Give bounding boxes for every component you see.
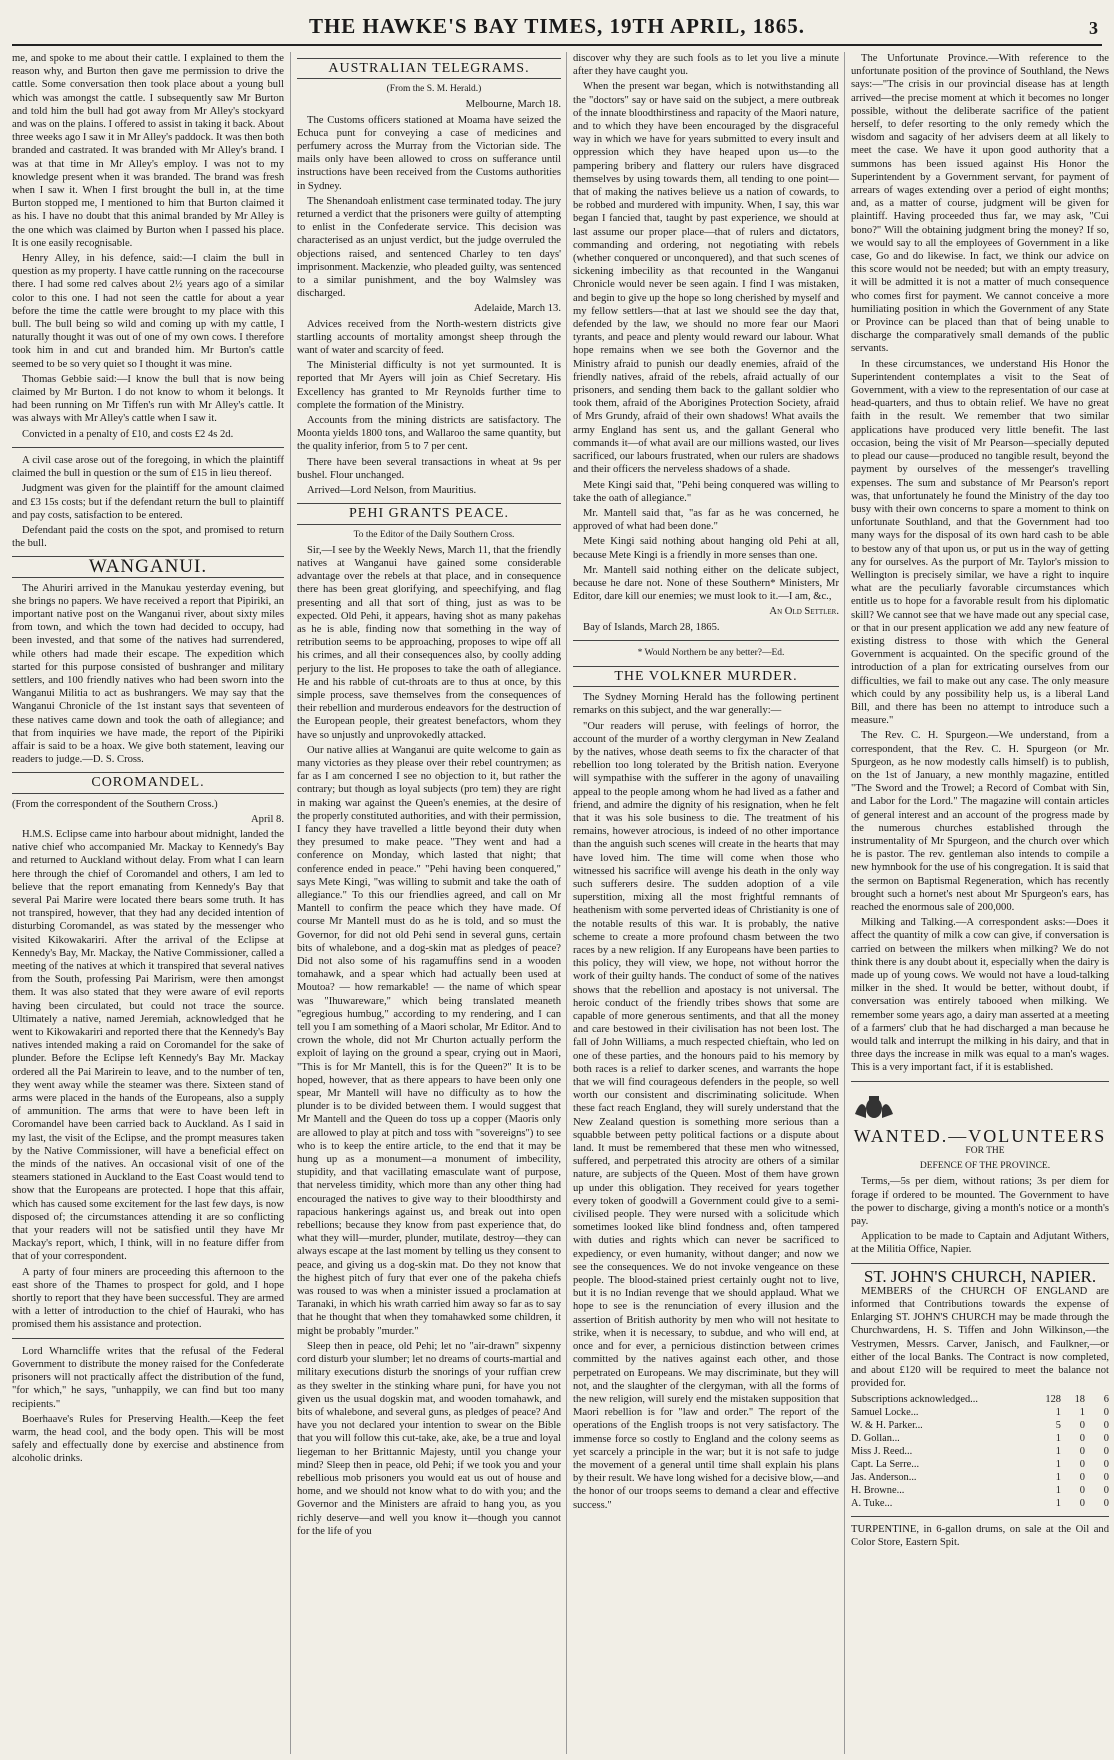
subscriber-name: A. Tuke...: [851, 1497, 893, 1509]
article-dateline: April 8.: [251, 813, 284, 825]
pounds: 1: [1055, 1497, 1061, 1509]
pence: 0: [1103, 1432, 1109, 1444]
pence: 0: [1103, 1458, 1109, 1470]
article-paragraph: discover why they are such fools as to let you live a minute after they have caught you.: [573, 53, 839, 78]
pounds: 1: [1055, 1445, 1061, 1457]
divider: [851, 1516, 1109, 1517]
pounds: 1: [1055, 1458, 1061, 1470]
article-paragraph: Mete Kingi said that, "Pehi being conquered was willing to take the oath of allegiance.": [573, 479, 839, 504]
section-heading-telegrams: AUSTRALIAN TELEGRAMS.: [297, 58, 561, 79]
subscription-row: [851, 1432, 1109, 1445]
subscription-row: [851, 1484, 1109, 1497]
newspaper-title: THE HAWKE'S BAY TIMES, 19TH APRIL, 1865.: [308, 14, 806, 38]
article-paragraph: The Sydney Morning Herald has the following pertinent remarks on this subject, and the war generally:—: [573, 692, 839, 717]
section-heading-coromandel: COROMANDEL.: [12, 772, 284, 793]
pence: 0: [1103, 1471, 1109, 1483]
letter-signature: An Old Settler.: [769, 606, 839, 618]
masthead: [12, 14, 1102, 44]
footnote: * Would Northern be any better?—Ed.: [637, 647, 785, 658]
column-4: [844, 52, 1109, 1754]
divider: [12, 1338, 284, 1339]
article-paragraph: H.M.S. Eclipse came into harbour about midnight, landed the native chief who accompanied Mr. Mackay to Kennedy's Bay and returned to Auckland without delay. From what I can learn here through the chief of Coromandel and others, I am led to believe that the report emanating from Kennedy's Bay that several Pai Marire were located there bears some truth. It has not transpired, however, that they had any decided intention of disturbing Coromandel, as was stated by the messenger who visited Kikowakariri. After the arrival of the Eclipse at Kennedy's Bay, Mr. Mackay, the Native Commissioner, called a meeting of the natives at which it transpired that several natives from the South, professing Pai Marirism, were then amongst them. It was also stated that they were aware of evil reports having been circulated, but could not trace the source. Ultimately a native, named Jeremiah, acknowledged that he went to Kikowakariri and reported there that the Kennedy's Bay natives intended making a raid on Coromandel for the sake of plunder. Before the Eclipse left Kennedy's Bay Mr. Mackay ordered all the Pai Marirein to leave, and to the number of ten, they went away while the steamer was there. Sixteen stand of arms were placed in the hands of the Europeans, also a supply of ammunition. The arms that were to have been left in Coromandel have been carried back to Auckland. As I said in my last, the visit of the Eclipse, and the prompt measures taken by the Native Commissioner, will have a beneficial effect on the minds of the natives. An occasional visit of one of the steamers stationed in Auckland to the East Coast would tend to show that the Europeans are protected. I hope that this affair, which has caused some excitement for the last few days, is now disposed of; the circumstances attending it are so conflicting that your readers will not be satisfied until they have Mr Mackay's report, which, I think, will in no feature differ from that of your correspondent.: [12, 828, 284, 1263]
subscriber-name: W. & H. Parker...: [851, 1419, 923, 1431]
columns: [12, 52, 1109, 1754]
shillings: 0: [1079, 1471, 1085, 1483]
masthead-rule: [12, 44, 1102, 46]
article-paragraph: "Our readers will peruse, with feelings of horror, the account of the murder of a worthy clergyman in New Zealand by the natives, whose death seems to fix the character of that rebellion too long tolerated by the British nation. Everyone will sympathise with the sufferer in the agony of unavailing appeal to the people among whom he had lived as a father and friend, and admire the dignity of his resignation, when he felt that it was his sole business to die. The treatment of his remains, however atrocious, is indeed of no other importance than the anguish such scenes will create in the hearts that may have loved him. The time will come when those who witnessed his sacrifice will avenge his death in the only way such sufferers desire. The sudden adoption of a vile superstition, mixing all the most frightful remnants of heathenism with some perverted ideas of Christianity is one of the notable results of this war. It is probably, the native scheme to create a more profound chasm between the two races by a new religion. If any Europeans have been parties to this policy, they will view, we hope, not without horror the work of their guilty hands. The conduct of some of the natives shows that the rebellion and apostacy is not universal. The heroic conduct of the friendly tribes shows that some are capable of more generous sentiments, and that all the money and care bestowed in their civilisation has not been lost. The fall of John Williams, a much respected chieftain, who led on one of these parties, and the honours paid to his memory by both races is a relief to darker scenes, and warrants the hope that we will find courageous defenders in the people, so well worth our consistent and discriminating solicitude. When these fact reach England, they will surely understand that the New Zealand question is something more serious than a squabble between petty political factions or a dispute about land. It must be remembered that these men who witnessed, suffered, and perpetrated this atrocity are others of a similar nature, are subjects of the Queen. Most of them have grown up under this obligation. They received for years together every token of goodwill a Government could give to a semi-civilised people. They were nursed with a solicitude which sometimes looked like blind fondness and, often tampered with duties and rights which can never be sacrificed to expediency, or even humanity, without danger; and now we see the consequences. We do not invoke vengeance on these people. The blood-stained priest certainly ought not to live, but it is no Indian revenge that we should applaud. What we hope to see is the renunciation of every illusion and the assertion of British authority by men who will not hesitate to strike, when it is necessary, to subdue, and who will end, at once and for ever, a pernicious distinction between crimes committed by the natives against each other, and those perpetrated on Europeans. We may discriminate, but they will not, and the slaughter of the clergyman, with all the forms of the new religion, will surely end the mistaken supposition that Maori rebellion is for "law and order." The report of the operations of the English troops is not very satisfactory. The immense force so costly to England and the colony seems as yet scarcely a principle in the war; but it is not safe to judge the movement of a general until time shall explain his plans by their result. We have long wished for a decisive blow,—and the honor of our troops seems to demand a clear and effective success.": [573, 720, 839, 1511]
section-heading-wanganui: WANGANUI.: [12, 556, 284, 577]
section-heading-pehi: PEHI GRANTS PEACE.: [297, 503, 561, 524]
article-paragraph: Milking and Talking.—A correspondent asks:—Does it affect the quantity of milk a cow can give, if conversation is carried on between the milkers when milking? We do not think there is any doubt about it, especially when the dairy is made up of young cows. We would not have a loud-talking milker in the shed. It would be better, without doubt, if conversation was entirely tabooed when milking. We remember some years ago, a dairy man asserted at a meeting of a farmers' club that he had discharged a man because he would talk and interrupt the milking in his dairy, and that in three days the increase in milk was equal to a man's wages. This is a very important fact, if it is established.: [851, 917, 1109, 1074]
subscription-row: [851, 1419, 1109, 1432]
divider: [851, 1081, 1109, 1082]
article-paragraph: The Ministerial difficulty is not yet surmounted. It is reported that Mr Ayers will join as Chief Secretary. His Excellency has granted to Mr Reynolds further time to complete the formation of the Ministry.: [297, 360, 561, 411]
advert-turpentine: TURPENTINE, in 6-gallon drums, on sale at the Oil and Color Store, Eastern Spit.: [851, 1523, 1109, 1548]
subscriber-name: Capt. La Serre...: [851, 1458, 920, 1470]
subscription-row: [851, 1445, 1109, 1458]
advert-paragraph: MEMBERS of the CHURCH OF ENGLAND are informed that Contributions towards the expense of Enlarging ST. JOHN'S CHURCH may be made through the Churchwardens, H. S. Tiffen and John Wilkinson,—the Vestrymen, Messrs. Carver, Janisch, and Faulkner,—or either of the local Banks. The Contract is now completed, and about £120 will be required to meet the balance not provided for.: [851, 1285, 1109, 1390]
article-dateline: Adelaide, March 13.: [473, 303, 561, 315]
article-paragraph: A party of four miners are proceeding this afternoon to the east shore of the Thames to prospect for gold, and I hope shortly to report that they have been successful. They are armed with a letter of introduction to the chief of Hauraki, who has promised them his assistance and protection.: [12, 1266, 284, 1331]
pounds: 1: [1055, 1432, 1061, 1444]
shillings: 0: [1079, 1419, 1085, 1431]
pence: 0: [1103, 1445, 1109, 1457]
article-paragraph: Sir,—I see by the Weekly News, March 11, that the friendly natives at Wanganui have gained some considerable advantage over the rebels at that place, and in consequence there has been great glorifying, and speechifying, and flag presenting and all that sort of thing, just as was to be expected. Old Pehi, it appears, having shot as many pakehas as he is able, finding now that something in the way of retribution seems to be approaching, proposes to wipe off all his crimes, and all their consequences also, by coolly adding perjury to the list. He proposes to take the oath of allegiance. He and his rabble of cut-throats are to thus at once, by this simple process, save themselves from the consequences of their rebellion and murderous endeavors for the destruction of the European people, their greatest benefactors, whom they have so unjustly and unprovokedly attacked.: [297, 544, 561, 741]
shillings: 0: [1079, 1458, 1085, 1470]
subscriber-name: Jas. Anderson...: [851, 1471, 917, 1483]
page-number: 3: [1089, 18, 1098, 38]
article-dateline: Melbourne, March 18.: [465, 99, 561, 111]
pounds: 1: [1055, 1484, 1061, 1496]
article-paragraph: Defendant paid the costs on the spot, and promised to return the bull.: [12, 524, 284, 550]
article-paragraph: Boerhaave's Rules for Preserving Health.—Keep the feet warm, the head cool, and the body open. This will be most safely and effectually done by exercise and abstinence from alcoholic drinks.: [12, 1413, 284, 1465]
pounds: 1: [1055, 1471, 1061, 1483]
pounds: 1: [1055, 1406, 1061, 1418]
article-paragraph: Sleep then in peace, old Pehi; let no "air-drawn" sixpenny cord disturb your slumber; let no dreams of courts-martial and military executions disturb the snorings of your ruffian crew as they swelter in the stinking whare puni, for have you not given us the usual dogskin mat, and wooden tomahawk, and bits of whalebone, and several guns, as pledges of peace? And have you not declared your intention to swear on the Bible that you will follow this cut-take, ake, ake, be a true and loyal liegeman to her Brittannic Majesty, until you change your mind? Sleep then in peace, old Pehi; if we took you and your rebellious mob prisoners you would eat us out of house and home, and we should not know what to do with you; and the Governor and the Ministers are afraid to hang you, as you richly deserve—and well you know it—though you cannot for the life of you: [297, 1340, 561, 1537]
pence: 0: [1103, 1484, 1109, 1496]
article-paragraph: Lord Wharncliffe writes that the refusal of the Federal Government to distribute the money raised for the Confederate prisoners will not practically affect the distribution of the fund, "for which," he says, "unhappily, we can find but too many recipients.": [12, 1345, 284, 1410]
column-3: [566, 52, 845, 1754]
advert-title-volunteers: WANTED.—VOLUNTEERS: [853, 1125, 1107, 1146]
subscriber-name: Subscriptions acknowledged...: [851, 1393, 978, 1405]
article-paragraph: Our native allies at Wanganui are quite welcome to gain as many victories as they please over their rebel countrymen; as far as I am concerned I see no objection to it, but rather the contrary; but though as loyal subjects (pro tem) they are right in making war against the Queen's enemies, at the desire of the properly constituted authorities, and with their permission, I fancy they have travelled a little beyond their duty when they presumed to make peace. "They went and had a conference on Monday, which lasted that night; that conference ended in peace." "Pehi having been conquered," says Mete Kingi, "was willing to submit and take the oath of allegiance." To this our friendlies agreed, and call on Mr Mantell to confirm the peace which they have made. Of course Mr Mantell must do as he is told, and so must the Governor, for did not old Pehi send in several guns, certain bits of whalebone, and a dog-skin mat as pledges of peace? Did not also some of his ragamuffins send in a wooden tomahawk, and a spear which had actually been used at Moutoa? — how remarkable! — the name of which spear was "Ihuwareware," which being translated meaneth "egregious humbug," according to my rendering, and I can tell you I am something of a Maori scholar, Mr Editor. And to crown the whole, did not Mr Churton actually perform the exploit of laying on the ground a spear, crying out in Maori, "This is for Mr Mantell, this is for the Queen?" It is to be hoped, however, that as there appears to have been only one spear, Mr Mantell will have no difficulty as to how the plunder is to be divided between them. I would suggest that Mr Mantell and the Queen do toss up a copper (Maoris only are allowed to play at pitch and toss with "sovereigns") to see who is to keep the entire article, to the end that it may be hung up as a monument—a monument of imbecility, stupidity, and that vacillating emasculate want of purpose, that nerveless timidity, which more than any other thing had encouraged the natives to give way to their bloodthirsty and rapacious hankerings against us, and break out into open rebellions; because they know from past experience that, do what they will—murder, plunder, mutilate, destroy—they can always escape at the last moment by telling us they consent to peace, and giving us a dog-skin mat. Do they not know that the highest pitch of fury that ever one of the pakeha chiefs was roused to was when a minister issued a proclamation at Taranaki, in which his wrath carried him away so far as to say that he thought that when they tomahawked some children, it might be probably "murder.": [297, 744, 561, 1337]
article-paragraph: The Rev. C. H. Spurgeon.—We understand, from a correspondent, that the Rev. C. H. Spurgeon (or Mr. Spurgeon, as he now modestly calls himself) is to publish, on the 1st of January, a new monthly magazine, entitled "The Sword and the Trowel; a Record of Combat with Sin, and Labor for the Lord." The magazine will contain articles of general interest and an account of the progress made by the numerous churches established through the instrumentality of Mr Spurgeon, and the church over which he is pastor. The rev. gentleman also intends to compile a new hymnbook for the use of his congregation. It is said that the sermon on Baptismal Regeneration, which has recently brought such a hornet's nest about Mr Spurgeon's ears, has reached the enormous sale of 200,000.: [851, 730, 1109, 913]
advert-subline: FOR THE: [965, 1146, 1005, 1157]
article-paragraph: Convicted in a penalty of £10, and costs £2 4s 2d.: [22, 428, 234, 440]
article-paragraph: The Shenandoah enlistment case terminated today. The jury returned a verdict that the prisoners were guilty of attempting to enlist in the Confederate service. This decision was characterised as an unjust verdict, but the judge overruled the objections raised, and sentenced Charley to ten days' imprisonment. Mackenzie, who pleaded guilty, was sentenced to a similar punishment, and the boy Walmsley was discharged.: [297, 195, 561, 300]
article-paragraph: In these circumstances, we understand His Honor the Superintendent contemplates a visit to the Seat of Government, with a view to the representation of our case at head-quarters, and thus to obtain relief. We have no great faith in the result. We remember that two similar applications have produced very little benefit. The last occasion, being the visit of Mr Pearson—specially deputed to plead our cause—produced no tangible result, beyond the payment by ourselves of the messenger's travelling expenses. The sum and substance of Mr Pearson's report was, that unfortunately he found the Ministry of the day too busy with their own concerns to spare a moment to think on unfortunate Southland, and that the Government had too many ways for the disposal of its own hard cash to be able to bestow any of that upon us, or put us in the way of getting any for ourselves. As the purport of Mr. Taylor's mission to Wellington is precisely similar, we have a right to inquire what are the peculiarly favorable circumstances which entitle us to hope for a favorable result from his diplomatic skill? We cannot see that we have made out any special case, or that in our present application we add any new feature of existing distress to those with which the General Government is acquainted. On the specific ground of the introduction of a plan for extricating ourselves from our difficulties, we fail to make out any case. The only measure which could by any possibility help us, is a liberal Land Bill, and there has been no attempt to introduce such a measure.": [851, 358, 1109, 727]
subscriber-name: H. Browne...: [851, 1484, 905, 1496]
subscriber-name: Samuel Locke...: [851, 1406, 919, 1418]
shillings: 0: [1079, 1445, 1085, 1457]
advert-paragraph: Application to be made to Captain and Adjutant Withers, at the Militia Office, Napier.: [851, 1231, 1109, 1256]
royal-crest-icon: [851, 1094, 897, 1120]
article-paragraph: Mete Kingi said nothing about hanging old Pehi at all, because Mete Kingi is a friendly in more senses than one.: [573, 536, 839, 561]
letter-dateline: Bay of Islands, March 28, 1865.: [583, 621, 720, 633]
article-paragraph: The Ahuriri arrived in the Manukau yesterday evening, but she brings no papers. We have received a report that Pipiriki, an important native post on the Wanganui river, about sixty miles from town, and which the town had decided to occupy, had been invested, and that some of the natives had surrendered, while others had made their escape. The expedition which started for this purpose consisted of bushranger and military settlers, and 100 friendly natives who had been sworn into the Wanganui Militia to act as bushrangers. We may say that the Wanganui Chronicle of the 1st instant says that seventeen of these natives came down and took the oath of allegiance; and that from inquiries we have made, the report of the Pipiriki affair is said to be a hoax. We give both statement, leaving our readers to judge.—D. S. Cross.: [12, 582, 284, 766]
article-source: (From the S. M. Herald.): [386, 84, 482, 95]
article-paragraph: Judgment was given for the plaintiff for the amount claimed and £3 15s costs; but if the defendant return the bull to plaintiff and pay costs, satisfaction to be entered.: [12, 483, 284, 521]
subscriber-name: Miss J. Reed...: [851, 1445, 913, 1457]
divider: [12, 447, 284, 448]
shillings: 0: [1079, 1497, 1085, 1509]
subscriber-name: D. Gollan...: [851, 1432, 900, 1444]
article-paragraph: me, and spoke to me about their cattle. I explained to them the reason why, and Burton then gave me permission to drive the cattle. Some conversation then took place about a young bull which was amongst the cattle. I subsequently saw Mr Burton and told him the bull had got away from Mr Alley's stockyard and was on the plains. I offered to assist in taking it back. About three weeks ago I saw it in Mr Alley's paddock. It was then both branded and castrated. It was branded with Mr Alley's brand. I was at that time in Mr Alley's employ. I was not to my knowledge present when it was branded. The brand was fresh when I saw it. When I first brought the bull in, at the time Burton stopped me, I mentioned to him that Burton claimed it as his. I have no doubt that this animal branded by Mr Alley is the one which was claimed by Burton when I passed his place. It is one easily recognisable.: [12, 53, 284, 249]
pounds: 5: [1055, 1419, 1061, 1431]
article-paragraph: Mr. Mantell said nothing either on the delicate subject, because he dare not. None of these Southern* Ministers, Mr Editor, dare kill our enemies; we must look to it.—I am, &c.,: [573, 564, 839, 603]
advert-subtitle: DEFENCE OF THE PROVINCE.: [919, 1161, 1051, 1172]
pence: 0: [1103, 1419, 1109, 1431]
advert-paragraph: Terms,—5s per diem, without rations; 3s per diem for forage if ordered to be mounted. The Government to have the power to discharge, giving a month's notice or a month's pay.: [851, 1176, 1109, 1228]
column-2: [290, 52, 567, 1754]
subscription-row: [851, 1471, 1109, 1484]
pence: 6: [1103, 1393, 1109, 1405]
article-paragraph: When the present war began, which is notwithstanding all the "doctors" say or have said on the subject, a mere outbreak of the innate bloodthirstiness and rapacity of the Maori nature, and to which they have been encouraged by the disgraceful way in which we have for years submitted to every insult and oppression which they have heaped upon us—to the pampering bribery and flattery our rulers have disgraced themselves by using towards them, all tending to one point—that of making the natives believe us a nation of cowards, to be robbed and murdered with impunity. When, I say, this war began I fancied that, taught by past experience, we should at last assume our proper place—that of rulers and dictators, commanding and ordering, not negotiating with rebels (whether conquered or unconquered), and that such scenes of sickening imbecility as that recounted in the Wanganui Chronicle would never be seen again. I find I was mistaken, and begin to give up the hope so long cherished by myself and my fellow settlers—that at last we should see the day that, defended by the law, we should no more fear our Maori tyrants, and peace and plenty would reward our labour. What hope remains when we see both the Governor and the Ministry afraid to punish our deadly enemies, afraid of the friendly natives, afraid of the rebels, afraid actually of our prisoners, and sending them back to the gallant soldier who took them, afraid of the Aborigines Protection Society, afraid of Mrs Grundy, afraid of their own shadows! What avails the army England has sent us, and the gallant General who commands it—of what avail are our millions wasted, our lives sacrificed, our labours frustrated, when our rulers are shadows and their officers the nerveless shadows of a shade.: [573, 81, 839, 476]
article-paragraph: A civil case arose out of the foregoing, in which the plaintiff claimed the bull in question or the sum of £15 in lieu thereof.: [12, 454, 284, 480]
pence: 0: [1103, 1497, 1109, 1509]
pence: 0: [1103, 1406, 1109, 1418]
subscription-row: [851, 1458, 1109, 1471]
article-paragraph: Advices received from the North-western districts give startling accounts of mortality amongst sheep through the want of water and scarcity of feed.: [297, 318, 561, 357]
shillings: 0: [1079, 1484, 1085, 1496]
subscription-row: [851, 1497, 1109, 1510]
shillings: 18: [1074, 1393, 1085, 1405]
article-paragraph: There have been several transactions in wheat at 9s per bushel. Flour unchanged.: [297, 456, 561, 481]
article-paragraph: Thomas Gebbie said:—I know the bull that is now being claimed by Mr Burton. I do not know to whom it belongs. It had been running on Mr Tiffen's run with Mr Alley's cattle. It was always with Mr Alley's cattle when I saw it.: [12, 373, 284, 425]
article-paragraph: Henry Alley, in his defence, said:—I claim the bull in question as my property. I have cattle running on the racecourse there. I had some red calves about 2½ years ago of a similar color to this one. I had not seen the cattle for about a year before the time the cattle were brought to my place with this bull. The bull being so wild and coming up with my cattle, I naturally thought it was out of one of my own cows. I therefore took him in and cut and branded him. Mr Burton's cattle seemed to be so very quiet so I thought it was mine.: [12, 253, 284, 370]
column-1: [12, 52, 290, 1754]
divider: [573, 640, 839, 641]
article-paragraph: Arrived—Lord Nelson, from Mauritius.: [307, 485, 477, 497]
section-heading-volkner: THE VOLKNER MURDER.: [573, 666, 839, 687]
shillings: 0: [1079, 1432, 1085, 1444]
pounds: 128: [1045, 1393, 1061, 1405]
article-paragraph: Mr. Mantell said that, "as far as he was concerned, he approved of what had been done.": [573, 507, 839, 533]
advert-title-church: ST. JOHN'S CHURCH, NAPIER.: [863, 1266, 1097, 1286]
article-source: (From the correspondent of the Southern Cross.): [12, 798, 218, 810]
subscription-row: [851, 1393, 1109, 1406]
article-paragraph: The Unfortunate Province.—With reference to the unfortunate position of the province of Southland, the News says:—"The crisis in our provincial disease has at length arrived—the precise moment at which it becomes no longer possible, without the deliberate sacrifice of the patient herself, to defer resorting to the only remedy which the wisdom and sagacity of her advisers deem at all likely to meet the case. We have it upon good authority that a summons has been issued against His Honor the Superintendent by a Government servant, for payment of arrears of wages extending over a period of eight months; and, as a matter of course, judgment will be given for plaintiff. Having proceeded thus far, we may ask, "Cui bono?" Will the obtaining judgment bring the money? If so, we would say to all the employees of Government in a like case, Go and do likewise. In fact, we think our advice on this score would not be needed; but with an empty treasury, it will be admitted it is not a matter of much consequence who comes first for payment. We cannot conceive a more humiliating position in which the Government of any State or Province can be placed than that of being unable to discharge the comparatively small demands of the public servants.: [851, 53, 1109, 355]
article-paragraph: Accounts from the mining districts are satisfactory. The Moonta yields 1800 tons, and Wallaroo the same quantity, but the quality inferior, from 5 to 7 per cent.: [297, 415, 561, 453]
divider: [851, 1263, 1109, 1264]
subscription-row: [851, 1406, 1109, 1419]
letter-address: To the Editor of the Daily Southern Cross.: [353, 529, 515, 540]
subscription-table: [851, 1393, 1109, 1510]
shillings: 1: [1079, 1406, 1085, 1418]
article-paragraph: The Customs officers stationed at Moama have seized the Echuca punt for conveying a case of medicines and perfumery across the Murray from the Victorian side. The mails only have been allowed to cross on sufferance until instructions have been received from the Customs authorities in Sydney.: [297, 114, 561, 192]
